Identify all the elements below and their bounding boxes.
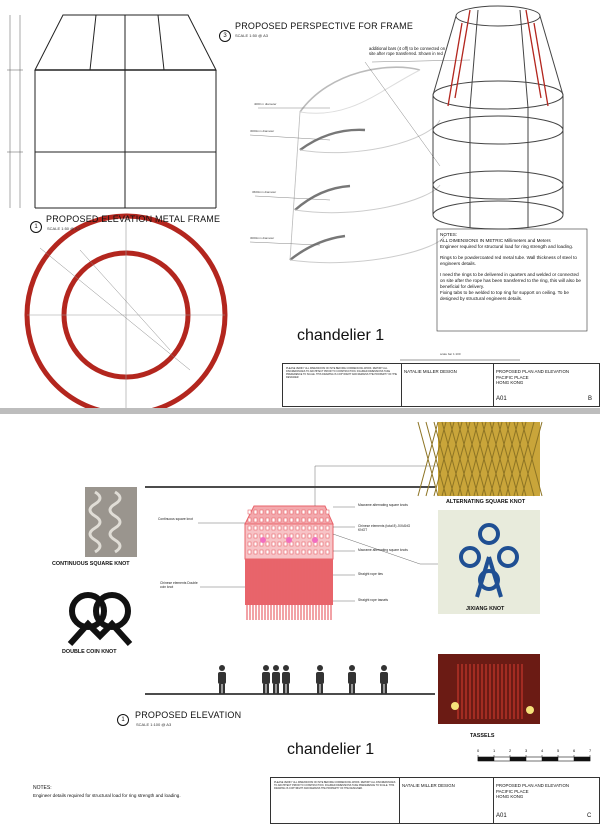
callout-continuous: Continuous square knot	[158, 517, 193, 521]
perspective-scale: SCALE 1:50 @ A3	[235, 33, 268, 38]
scale-bar	[478, 755, 590, 761]
continuous-knot-photo	[85, 487, 137, 557]
elevation-title: PROPOSED ELEVATION	[135, 710, 242, 720]
drawing-number: A01	[496, 813, 507, 819]
elevation-number: 1	[30, 221, 42, 233]
additional-bars-note: additional bars (4 off) to be connected on site after rope transferred. Shown in red	[369, 46, 446, 56]
revision: B	[588, 396, 593, 402]
elevation-number: 1	[117, 714, 129, 726]
title-block	[282, 363, 600, 407]
notes-line: ALL DIMENSIONS IN METRIC Millimeters and Meters	[440, 238, 551, 243]
double-coin-knot	[70, 595, 130, 644]
callout-right-3: Macrame alternating square knots	[358, 548, 408, 552]
elevation-frame	[35, 15, 216, 208]
person-figure	[272, 665, 280, 694]
callout-right-5: Straight rope tassels	[358, 598, 389, 602]
project-sub: PACIFIC PLACE	[496, 789, 529, 794]
notes-title: NOTES:	[33, 785, 52, 791]
notes-line: Fixing tabs to be welded to top ring for support on ceiling. To be designed by structural engineers details.	[440, 290, 569, 301]
designer: NATALIE MILLER DESIGN	[404, 369, 457, 374]
caption-continuous: CONTINUOUS SQUARE KNOT	[52, 561, 130, 567]
leader-lines	[250, 60, 470, 245]
project-title: PROPOSED PLAN AND ELEVATION	[496, 783, 570, 788]
perspective-number: 3	[219, 30, 231, 42]
notes-line: Engineer required for structural load for ring strength and loading.	[440, 244, 574, 249]
perspective-frame	[433, 6, 563, 229]
perspective-title: PROPOSED PERSPECTIVE FOR FRAME	[235, 21, 414, 31]
scale-tick-label: 7	[589, 748, 592, 753]
person-figure	[262, 665, 270, 694]
project-sub: PACIFIC PLACE	[496, 375, 529, 380]
dimension-line	[7, 15, 23, 208]
scale-bar-label: scale bar 1:100	[440, 352, 461, 356]
person-figure	[348, 665, 356, 694]
rope-drawings	[0, 414, 600, 829]
drawing-number: A01	[496, 396, 507, 402]
notes-line: I need the rings to be delivered in quarters and welded or connected on site after the rope has been transferred to the ring, this will also be beneficial for delivery.	[440, 272, 581, 289]
scale-tick-label: 3	[525, 748, 528, 753]
caption-tassels: TASSELS	[470, 733, 495, 739]
ring-label-3: 3600mm diameter	[252, 190, 277, 194]
drawing-sheet-frame	[0, 0, 600, 408]
callout-right-4: Straight rope ties	[358, 572, 383, 576]
notes-line: Rings to be powdercoated red metal tube. Wall thickness of steel to engineers details.	[440, 255, 577, 266]
caption-jixiang: JIXIANG KNOT	[466, 606, 505, 612]
elevation-scale: SCALE 1:100 @ A3	[136, 722, 172, 727]
disclaimer: PLEASE VERIFY ALL DIMENSIONS ON SITE BEFORE COMMENCING WORK. REPORT ALL DISCREPANCIES TO ARCHITECT PRIOR TO CONSTRUCTION. FIGURED DIMENSIONS TAKE PREFERENCE TO SCALE. THIS DRAWING IS COPYRIGHT AND REMAINS THE PROPERTY OF THE DESIGNER.	[286, 367, 398, 379]
person-figure	[218, 665, 226, 694]
elevation-scale: SCALE 1:50 @ A3	[47, 226, 80, 231]
caption-double-coin: DOUBLE COIN KNOT	[62, 649, 117, 655]
chandelier-title: chandelier 1	[287, 741, 375, 758]
title-block	[270, 777, 600, 824]
callout-double-coin: Chinese elements Double coin knot	[160, 581, 198, 589]
scale-tick-label: 5	[557, 748, 560, 753]
ring-label-2: 3000mm diameter	[250, 129, 275, 133]
notes-block	[440, 232, 585, 302]
drawing-sheet-rope	[0, 414, 600, 829]
revision: C	[587, 813, 592, 819]
frame-drawings	[0, 0, 600, 408]
project-city: HONG KONG	[496, 794, 524, 799]
scale-tick-label: 0	[477, 748, 480, 753]
scale-tick-label: 2	[509, 748, 512, 753]
ring-label-1: 4000 m diameter	[254, 102, 277, 106]
chandelier-title: chandelier 1	[297, 327, 385, 344]
project-title: PROPOSED PLAN AND ELEVATION	[496, 369, 570, 374]
disclaimer: PLEASE VERIFY ALL DIMENSIONS ON SITE BEFORE COMMENCING WORK. REPORT ALL DISCREPANCIES TO ARCHITECT PRIOR TO CONSTRUCTION. FIGURED DIMENSIONS TAKE PREFERENCE TO SCALE. THIS DRAWING IS COPYRIGHT AND REMAINS THE PROPERTY OF THE DESIGNER.	[274, 781, 396, 790]
ring-label-4: 3000mm diameter	[250, 236, 275, 240]
scale-tick-label: 1	[493, 748, 496, 753]
scale-tick-label: 4	[541, 748, 544, 753]
designer: NATALIE MILLER DESIGN	[402, 783, 455, 788]
people-figures	[218, 665, 388, 694]
person-figure	[316, 665, 324, 694]
caption-alternating: ALTERNATING SQUARE KNOT	[446, 499, 526, 505]
person-figure	[282, 665, 290, 694]
tassels-photo	[438, 654, 540, 724]
elevation-title: PROPOSED ELEVATION METAL FRAME	[46, 214, 221, 224]
callout-right-1: Macrame alternating square knots	[358, 503, 408, 507]
rope-chandelier	[245, 506, 333, 620]
exploded-rings	[290, 67, 445, 262]
person-figure	[380, 665, 388, 694]
notes-title: NOTES:	[440, 232, 458, 237]
plan-rings	[27, 216, 225, 408]
callout-right-2: Chinese elements (total 8) JIXIANG KNOT	[358, 524, 411, 532]
scale-tick-label: 6	[573, 748, 576, 753]
project-city: HONG KONG	[496, 380, 524, 385]
notes-line: Engineer details required for structural load for ring strength and loading.	[33, 793, 181, 798]
